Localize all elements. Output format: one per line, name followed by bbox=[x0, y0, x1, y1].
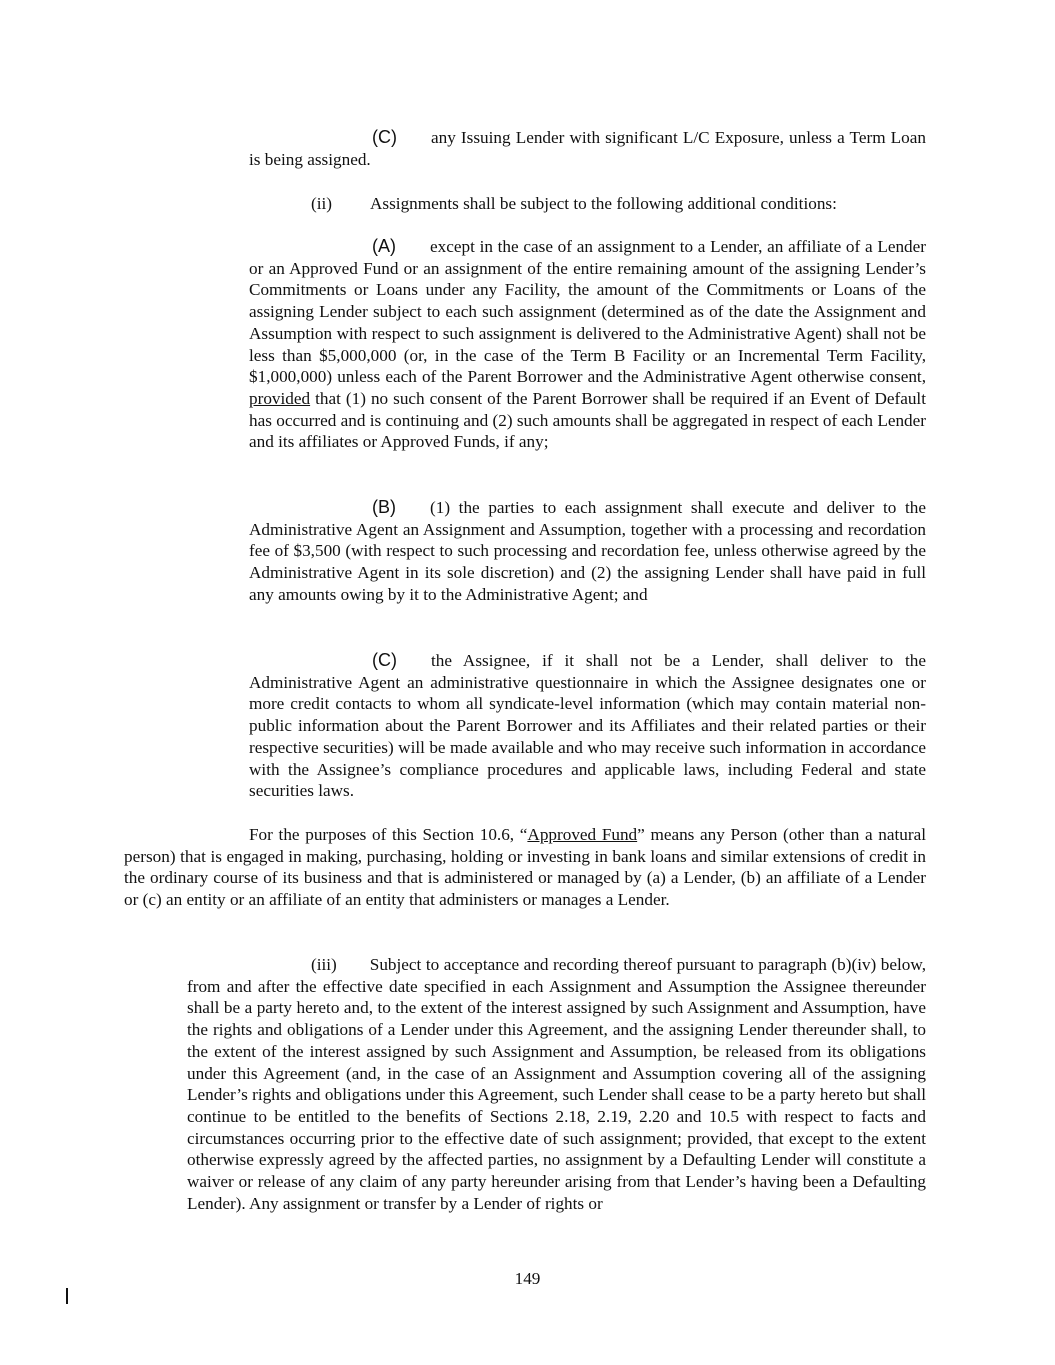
clause-text: Assignments shall be subject to the following additional conditions: bbox=[370, 194, 837, 213]
clause-text: any Issuing Lender with significant L/C Exposure, unless a Term Loan is being assigned. bbox=[249, 128, 926, 169]
clause-iii bbox=[187, 954, 926, 1214]
clause-c-assignee bbox=[249, 650, 926, 802]
approved-fund-definition bbox=[124, 824, 926, 911]
clause-c-term-loan bbox=[249, 127, 926, 170]
clause-b bbox=[249, 497, 926, 606]
clause-label: (iii) bbox=[311, 955, 337, 974]
clause-text: except in the case of an assignment to a Lender, an affiliate of a Lender or an Approved Fund or an assignment of the entire remaining amount of the assigning Lender’s Commitments or Loans under any Facility, the amount of the Commitments or Loans of the assigning Lender subject to each such assignment (determined as of the date the Assignment and Assumption with respect to such assignment is delivered to the Administrative Agent) shall not be less than $5,000,000 (or, in the case of the Term B Facility or an Incremental Term Facility, $1,000,000) unless each of the Parent Borrower and the Administrative Agent otherwise consent, bbox=[249, 237, 926, 387]
defined-term: Approved Fund bbox=[527, 825, 638, 844]
clause-label: (A) bbox=[372, 236, 396, 256]
clause-label: (ii) bbox=[311, 194, 332, 213]
definition-text-continued: ” means any Person (other than a natural person) that is engaged in making, purchasing, holding or investing in bank loans and similar extensions of credit in the ordinary course of its business and that is administered or managed by (a) a Lender, (b) an affiliate of a Lender or (c) an entity or an affiliate of an entity that administers or manages a Lender. bbox=[124, 825, 926, 910]
change-bar bbox=[66, 1288, 68, 1304]
definition-text: For the purposes of this Section 10.6, “ bbox=[249, 825, 528, 844]
clause-text: (1) the parties to each assignment shall execute and deliver to the Administrative Agent an Assignment and Assumption, together with a processing and recordation fee of $3,500 (with respect to such processing and recordation fee, unless otherwise agreed by the Administrative Agent in its sole discretion) and (2) the assigning Lender shall have paid in full any amounts owing by it to the Administrative Agent; and bbox=[249, 498, 926, 604]
clause-text-continued: that (1) no such consent of the Parent Borrower shall be required if an Event of Default has occurred and is continuing and (2) such amounts shall be aggregated in respect of each Lender and its affiliates or Approved Funds, if any; bbox=[249, 388, 926, 452]
page-number: 149 bbox=[514, 1269, 541, 1288]
clause-ii bbox=[249, 193, 926, 215]
clause-a bbox=[249, 236, 926, 453]
clause-text: the Assignee, if it shall not be a Lender, shall deliver to the Administrative Agent an administrative questionnaire in which the Assignee designates one or more credit contacts to whom all syndicate-level information (which may contain material non-public information about the Parent Borrower and its Affiliates and their related parties or their respective securities) will be made available and who may receive such information in accordance with the Assignee’s compliance procedures and applicable laws, including Federal and state securities laws. bbox=[249, 651, 926, 801]
clause-label: (C) bbox=[372, 127, 397, 147]
clause-text: Subject to acceptance and recording thereof pursuant to paragraph (b)(iv) below, from and after the effective date specified in each Assignment and Assumption the Assignee thereunder shall be a party hereto and, to the extent of the interest assigned by such Assignment and Assumption, have the rights and obligations of a Lender under this Agreement, and the assigning Lender thereunder shall, to the extent of the interest assigned by such Assignment and Assumption, be released from its obligations under this Agreement (and, in the case of an Assignment and Assumption covering all of the assigning Lender’s rights and obligations under this Agreement, such Lender shall cease to be a party hereto but shall continue to be entitled to the benefits of Sections 2.18, 2.19, 2.20 and 10.5 with respect to facts and circumstances occurring prior to the effective date of such assignment; provided, that except to the extent otherwise expressly agreed by the affected parties, no assignment by a Defaulting Lender will constitute a waiver or release of any claim of any party hereunder arising from that Lender’s having been a Defaulting Lender). Any assignment or transfer by a Lender of rights or bbox=[187, 955, 926, 1213]
clause-label: (C) bbox=[372, 650, 397, 670]
clause-label: (B) bbox=[372, 497, 396, 517]
provided-term: provided bbox=[249, 388, 311, 408]
